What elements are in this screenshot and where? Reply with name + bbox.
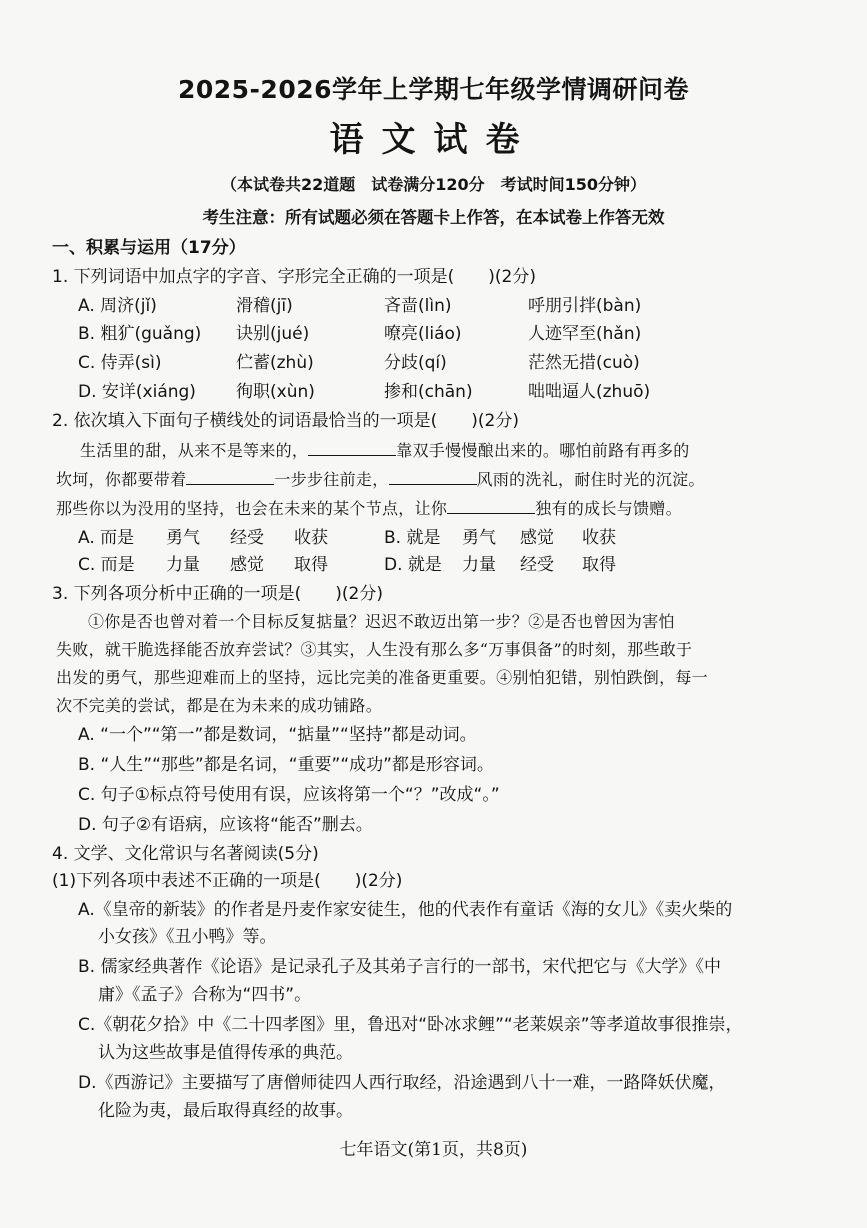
q3-passage-line-2: 失败，就干脆选择能否放弃尝试？③其实，人生没有那么多“万事俱备”的时刻，那些敢于 xyxy=(56,640,693,659)
q1-d-3: 掺和(chān) xyxy=(384,382,473,402)
q3-passage-line-4: 次不完美的尝试，都是在为未来的成功铺路。 xyxy=(56,696,383,715)
q2-d-2: 力量 xyxy=(462,555,496,575)
q4-option-a-line-2: 小女孩》《丑小鸭》等。 xyxy=(98,927,277,947)
fill-blank-1 xyxy=(308,439,396,456)
exam-info: （本试卷共22道题 试卷满分120分 考试时间150分钟） xyxy=(220,175,647,194)
q2-c-2: 力量 xyxy=(166,555,200,575)
q3-stem: 3. 下列各项分析中正确的一项是( )(2分) xyxy=(52,584,383,604)
q4-option-c-line-2: 认为这些故事是值得传承的典范。 xyxy=(98,1043,353,1063)
fill-blank-3 xyxy=(389,468,477,485)
q2-stem: 2. 依次填入下面句子横线处的词语最恰当的一项是( )(2分) xyxy=(52,411,519,431)
q3-passage-line-1: ①你是否也曾对着一个目标反复掂量？迟迟不敢迈出第一步？②是否也曾因为害怕 xyxy=(88,612,675,631)
q2-passage-line-2: 坎坷，你都要带着 一步步往前走， 风雨的洗礼，耐住时光的沉淀。 xyxy=(56,470,705,489)
q1-b-3: 嘹亮(liáo) xyxy=(384,324,462,344)
q3-passage-line-3: 出发的勇气，那些迎难而上的坚持，远比完美的准备更重要。④别怕犯错，别怕跌倒，每一 xyxy=(56,668,709,687)
q2-c-1: C. 而是 xyxy=(78,555,135,575)
q1-d-1: D. 安详(xiáng) xyxy=(78,382,196,402)
exam-title: 2025-2026学年上学期七年级学情调研问卷 xyxy=(177,75,690,104)
q1-c-2: 伫蓄(zhù) xyxy=(236,353,314,373)
q1-a-4: 呼朋引拌(bàn) xyxy=(528,296,642,316)
q2-b-2: 勇气 xyxy=(462,528,496,548)
q1-d-4: 咄咄逼人(zhuō) xyxy=(528,382,651,402)
section-title: 一、积累与运用（17分） xyxy=(52,238,246,258)
q1-b-1: B. 粗犷(guǎng) xyxy=(78,324,202,344)
q4-option-d-line-1: D.《西游记》主要描写了唐僧师徒四人西行取经，沿途遇到八十一难，一路降妖伏魔， xyxy=(78,1073,726,1093)
q2-d-3: 经受 xyxy=(520,555,554,575)
q2-a-4: 收获 xyxy=(294,528,328,548)
q1-b-2: 诀别(jué) xyxy=(236,324,310,344)
q2-passage-line-1: 生活里的甜，从来不是等来的， 靠双手慢慢酿出来的。哪怕前路有再多的 xyxy=(80,441,690,460)
q3-option-b: B. “人生”“那些”都是名词，“重要”“成功”都是形容词。 xyxy=(78,755,494,775)
q4-sub1-stem: (1)下列各项中表述不正确的一项是( )(2分) xyxy=(52,871,403,891)
q4-option-c-line-1: C.《朝花夕拾》中《二十四孝图》里，鲁迅对“卧冰求鲤”“老莱娱亲”等孝道故事很推崇， xyxy=(78,1015,743,1035)
q1-a-2: 滑稽(jī) xyxy=(236,296,293,316)
fill-blank-2 xyxy=(186,468,274,485)
fill-blank-4 xyxy=(447,497,535,514)
exam-notice: 考生注意：所有试题必须在答题卡上作答，在本试卷上作答无效 xyxy=(202,208,665,227)
q1-a-1: A. 周济(jǐ) xyxy=(78,296,157,316)
q2-a-3: 经受 xyxy=(230,528,264,548)
q1-b-4: 人迹罕至(hǎn) xyxy=(528,324,642,344)
q2-b-1: B. 就是 xyxy=(384,528,441,548)
q2-a-1: A. 而是 xyxy=(78,528,135,548)
q2-c-3: 感觉 xyxy=(230,555,264,575)
q1-d-2: 徇职(xùn) xyxy=(236,382,315,402)
q4-option-a-line-1: A.《皇帝的新装》的作者是丹麦作家安徒生，他的代表作有童话《海的女儿》《卖火柴的 xyxy=(78,900,733,920)
q4-option-b-line-2: 庸》《孟子》合称为“四书”。 xyxy=(98,985,312,1005)
q1-a-3: 吝啬(lìn) xyxy=(384,296,452,316)
q1-c-4: 茫然无措(cuò) xyxy=(528,353,640,373)
q2-c-4: 取得 xyxy=(294,555,328,575)
q2-d-1: D. 就是 xyxy=(384,555,442,575)
q1-c-1: C. 侍弄(sì) xyxy=(78,353,162,373)
q3-option-d: D. 句子②有语病，应该将“能否”删去。 xyxy=(78,815,373,835)
q2-b-4: 收获 xyxy=(582,528,616,548)
q2-d-4: 取得 xyxy=(582,555,616,575)
q2-passage-line-3: 那些你以为没用的坚持，也会在未来的某个节点，让你 独有的成长与馈赠。 xyxy=(56,499,682,518)
q3-option-a: A. “一个”“第一”都是数词，“掂量”“坚持”都是动词。 xyxy=(78,725,477,745)
q2-a-2: 勇气 xyxy=(166,528,200,548)
q2-b-3: 感觉 xyxy=(520,528,554,548)
q1-stem: 1. 下列词语中加点字的字音、字形完全正确的一项是( )(2分) xyxy=(52,267,536,287)
page-footer: 七年语文(第1页，共8页) xyxy=(339,1140,528,1160)
q1-c-3: 分歧(qí) xyxy=(384,353,447,373)
subject-title: 语文试卷 xyxy=(329,120,538,160)
q3-option-c: C. 句子①标点符号使用有误，应该将第一个“？”改成“。” xyxy=(78,785,500,805)
q4-stem: 4. 文学、文化常识与名著阅读(5分) xyxy=(52,844,319,864)
q4-option-d-line-2: 化险为夷，最后取得真经的故事。 xyxy=(98,1101,353,1121)
q4-option-b-line-1: B. 儒家经典著作《论语》是记录孔子及其弟子言行的一部书，宋代把它与《大学》《中 xyxy=(78,957,721,977)
